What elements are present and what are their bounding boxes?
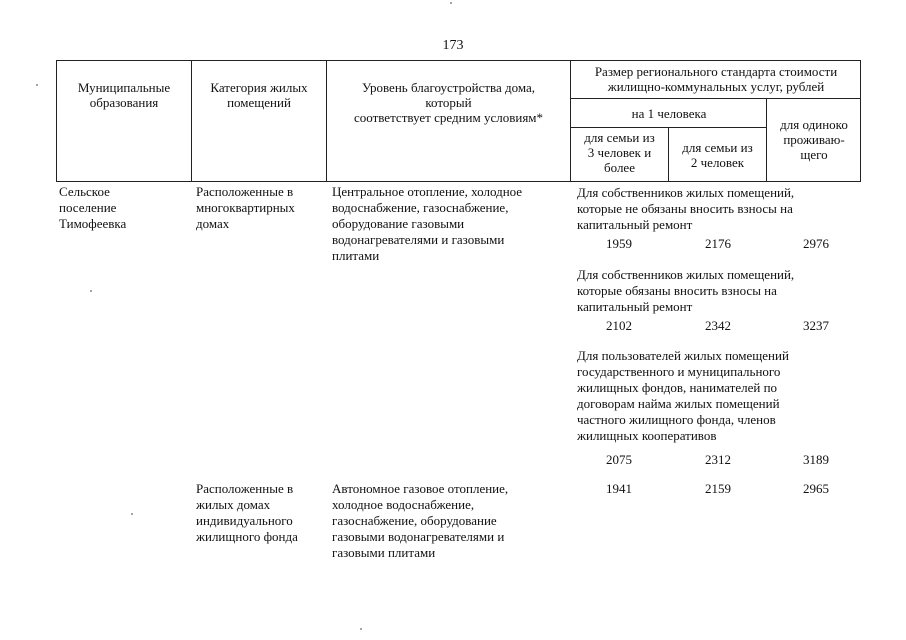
group2-value-family3: 2102 <box>606 318 632 333</box>
scan-speck <box>131 513 133 515</box>
group3-value-family3: 2075 <box>606 452 632 467</box>
row2-category: Расположенные в жилых домах индивидуального жилищного фонда <box>196 481 298 544</box>
header-municipality: Муниципальные образования <box>77 80 171 110</box>
header-single: для одиноко проживаю- щего <box>780 117 848 162</box>
row1-level: Центральное отопление, холодное водоснабжение, газоснабжение, оборудование газовыми водонагревателями и газовыми плитами <box>332 184 523 263</box>
row2-level: Автономное газовое отопление, холодное водоснабжение, газоснабжение, оборудование газовыми водонагревателями и газовыми плитами <box>332 481 509 560</box>
header-level: Уровень благоустройства дома, который соответствует средним условиям* <box>353 80 544 125</box>
scan-speck <box>90 290 92 292</box>
row2-value-single: 2965 <box>803 481 829 496</box>
group2-value-family2: 2342 <box>705 318 731 333</box>
row2-value-family3: 1941 <box>606 481 632 496</box>
header-standard-size: Размер регионального стандарта стоимости жилищно-коммунальных услуг, рублей <box>594 64 838 94</box>
group1-value-family2: 2176 <box>705 236 731 251</box>
group1-value-single: 2976 <box>803 236 829 251</box>
group3-value-single: 3189 <box>803 452 829 467</box>
page-number: 173 <box>442 38 464 53</box>
header-per-person: на 1 человека <box>631 106 707 121</box>
row1-municipality: Сельское поселение Тимофеевка <box>59 184 127 231</box>
scan-speck <box>36 84 38 86</box>
group1-label: Для собственников жилых помещений, которые не обязаны вносить взносы на капитальный ремонт <box>577 185 795 232</box>
group2-value-single: 3237 <box>803 318 829 333</box>
header-family2: для семьи из 2 человек <box>682 140 753 170</box>
header-category: Категория жилых помещений <box>210 80 308 110</box>
group3-value-family2: 2312 <box>705 452 731 467</box>
row1-category: Расположенные в многоквартирных домах <box>196 184 295 231</box>
row2-value-family2: 2159 <box>705 481 731 496</box>
scan-speck <box>360 628 362 630</box>
header-family3: для семьи из 3 человек и более <box>584 130 655 175</box>
group2-label: Для собственников жилых помещений, которые обязаны вносить взносы на капитальный ремонт <box>577 267 795 314</box>
group3-label: Для пользователей жилых помещений государственного и муниципального жилищных фондов, нанимателей по договорам найма жилых помещений частного жилищного фонда, членов жилищных кооперативов <box>577 348 789 443</box>
scan-speck <box>450 2 452 4</box>
group1-value-family3: 1959 <box>606 236 632 251</box>
